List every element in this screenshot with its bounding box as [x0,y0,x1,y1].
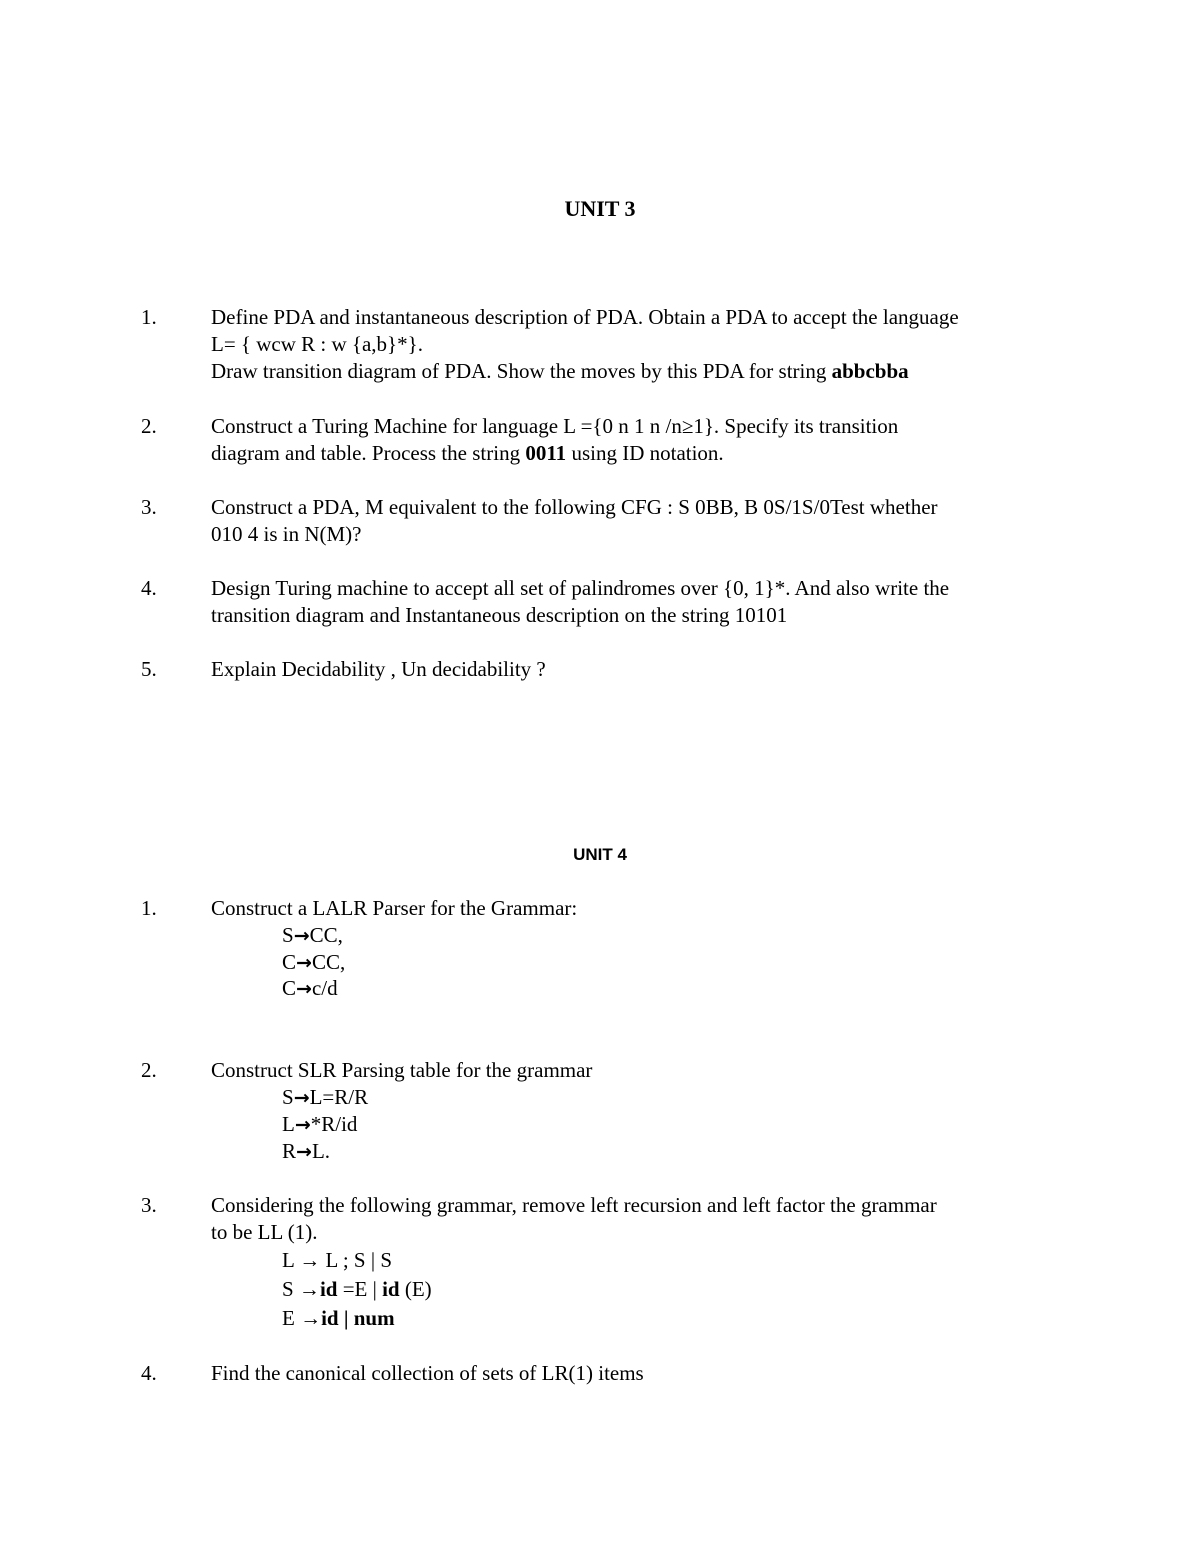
question-text-line: 010 4 is in N(M)? [211,522,362,546]
arrow-icon: → [296,952,312,974]
question-text-line: Considering the following grammar, remove left recursion and left factor the grammar [211,1193,937,1217]
question-number: 4. [141,576,157,600]
rule-text: S → [282,1277,320,1301]
rule-text: E → [282,1306,322,1330]
bold-token: id | num [321,1306,395,1330]
rule-lhs: L [282,1112,295,1136]
rule-rhs: CC, [311,950,346,974]
question-text-line: Construct SLR Parsing table for the grammar [211,1058,593,1082]
question-number: 3. [141,495,157,519]
question-number: 1. [141,305,157,329]
arrow-icon: → [293,925,310,947]
question-number: 4. [141,1361,157,1385]
rule-lhs: R [282,1139,297,1163]
question-text-line: Construct a LALR Parser for the Grammar: [211,896,578,920]
question-number: 1. [141,896,157,920]
question-text: diagram and table. Process the string [211,441,526,465]
unit3-heading: UNIT 3 [564,196,636,221]
question-text-line: Explain Decidability , Un decidability ? [211,657,546,681]
question-text-line: Define PDA and instantaneous description of PDA. Obtain a PDA to accept the language [211,305,959,329]
question-text-line [211,441,724,466]
rule-rhs: L. [311,1139,331,1163]
question-text: Draw transition diagram of PDA. Show the moves by this PDA for string [211,359,832,383]
unit4-heading: UNIT 4 [573,845,627,864]
bold-string: 0011 [525,441,567,465]
rule-lhs: C [282,950,297,974]
rule-rhs: CC, [309,923,343,947]
arrow-icon: → [293,1087,310,1109]
arrow-icon: → [296,978,312,1000]
question-text-line: transition diagram and Instantaneous description on the string 10101 [211,603,788,627]
grammar-rule [282,1139,330,1164]
rule-rhs: c/d [311,976,338,1000]
grammar-rule [282,950,345,975]
arrow-icon: → [296,1141,312,1163]
question-text-line: to be LL (1). [211,1220,318,1244]
rule-rhs: L=R/R [309,1085,369,1109]
question-number: 5. [141,657,157,681]
bold-token: id [319,1277,338,1301]
question-number: 2. [141,1058,157,1082]
question-text-line: Construct a PDA, M equivalent to the following CFG : S 0BB, B 0S/1S/0Test whether [211,495,938,519]
question-number: 2. [141,414,157,438]
question-text-line [211,359,909,384]
grammar-rule [282,1112,357,1137]
question-text-line: Design Turing machine to accept all set of palindromes over {0, 1}*. And also write the [211,576,950,600]
grammar-rule [282,1277,432,1302]
rule-rhs: *R/id [310,1112,358,1136]
question-text-line: Construct a Turing Machine for language L ={0 n 1 n /n≥1}. Specify its transition [211,414,899,438]
question-number: 3. [141,1193,157,1217]
rule-text: (E) [399,1277,432,1301]
grammar-rule: L → L ; S | S [282,1248,392,1272]
grammar-rule [282,976,338,1001]
grammar-rule [282,1085,368,1110]
bold-token: id [382,1277,400,1301]
rule-lhs: S [282,923,294,947]
question-text: using ID notation. [566,441,724,465]
rule-lhs: C [282,976,297,1000]
question-text-line: Find the canonical collection of sets of LR(1) items [211,1361,644,1385]
grammar-rule [282,1306,395,1331]
question-text-line: L= { wcw R : w {a,b}*}. [211,332,423,356]
rule-lhs: S [282,1085,294,1109]
rule-text: =E | [337,1277,383,1301]
arrow-icon: → [294,1114,311,1136]
bold-string: abbcbba [831,359,909,383]
grammar-rule [282,923,343,948]
